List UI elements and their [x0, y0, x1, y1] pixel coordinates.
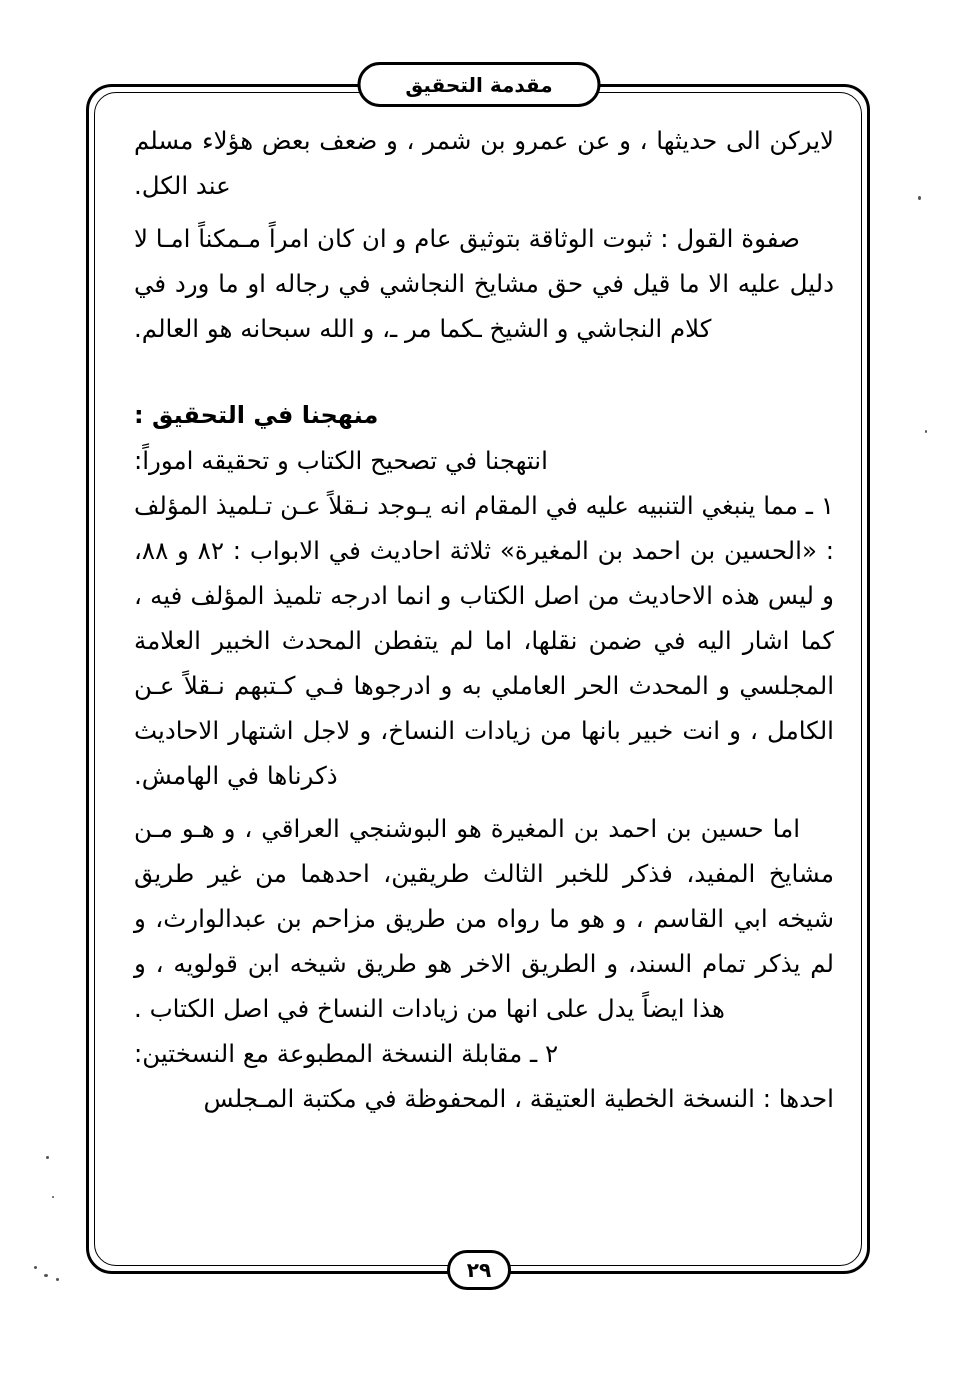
scan-speck	[52, 1196, 54, 1198]
paragraph-husayn-ibn-ahmad: اما حسين بن احمد بن المغيرة هو البوشنجي العراقي ، و هـو مـن مشايخ المفيد، فذكر للخبر الثالث طريقين، احدهما من غير طريق شيخه ابي القاسم ، و هو ما رواه من طريق مزاحم بن عبدالوارث، و لم يذكر تمام السند، و الطريق الاخر هو طريق شيخه ابن قولويه ، و هذا ايضاً يدل على انها من زيادات النساخ في اصل الكتاب .	[134, 814, 834, 1023]
page-number-capsule	[447, 1250, 511, 1290]
scan-speck	[918, 196, 921, 200]
running-head-label: مقدمة التحقيق	[405, 72, 553, 97]
list-item-2: ٢ ـ مقابلة النسخة المطبوعة مع النسختين:	[134, 1039, 559, 1068]
section-heading-manhajuna: منهجنا في التحقيق :	[134, 401, 379, 429]
text-column	[134, 118, 834, 1121]
scan-speck	[56, 1278, 59, 1281]
list-item-2-continuation: احدها : النسخة الخطية العتيقة ، المحفوظة في مكتبة المـجلس	[203, 1084, 834, 1113]
scan-speck	[34, 1266, 37, 1269]
page-number-label: ٢٩	[466, 1258, 492, 1282]
scan-speck	[925, 430, 927, 433]
scan-speck	[44, 1274, 48, 1277]
running-head-banner	[358, 62, 601, 107]
scan-speck	[46, 1156, 49, 1159]
section-intro-line: انتهجنا في تصحيح الكتاب و تحقيقه اموراً:	[134, 446, 548, 475]
paragraph-safwat-al-qawl: صفوة القول : ثبوت الوثاقة بتوثيق عام و ان كان امراً مـمكناً امـا لا دليل عليه الا ما قيل في حق مشايخ النجاشي في رجاله او ما ورد في كلام النجاشي و الشيخ ـكما مر ـ، و الله سبحانه هو العالم.	[134, 224, 834, 343]
paragraph-continuation: لايركن الى حديثها ، و عن عمرو بن شمر ، و ضعف بعض هؤلاء مسلم عند الكل.	[134, 126, 834, 200]
list-item-1: ١ ـ مما ينبغي التنبيه عليه في المقام انه يـوجد نـقلاً عـن تـلميذ المؤلف : «الحسين بن احمد بن المغيرة» ثلاثة احاديث في الابواب : ٨٢ و ٨٨، و ليس هذه الاحاديث من اصل الكتاب و انما ادرجه تلميذ المؤلف فيه ، كما اشار اليه في ضمن نقلها، اما لم يتفطن المحدث الخبير العلامة المجلسي و المحدث الحر العاملي به و ادرجوها فـي كـتبهم نـقلاً عـن الكامل ، و انت خبير بانها من زيادات النساخ، و لاجل اشتهار الاحاديث ذكرناها في الهامش.	[134, 491, 834, 790]
